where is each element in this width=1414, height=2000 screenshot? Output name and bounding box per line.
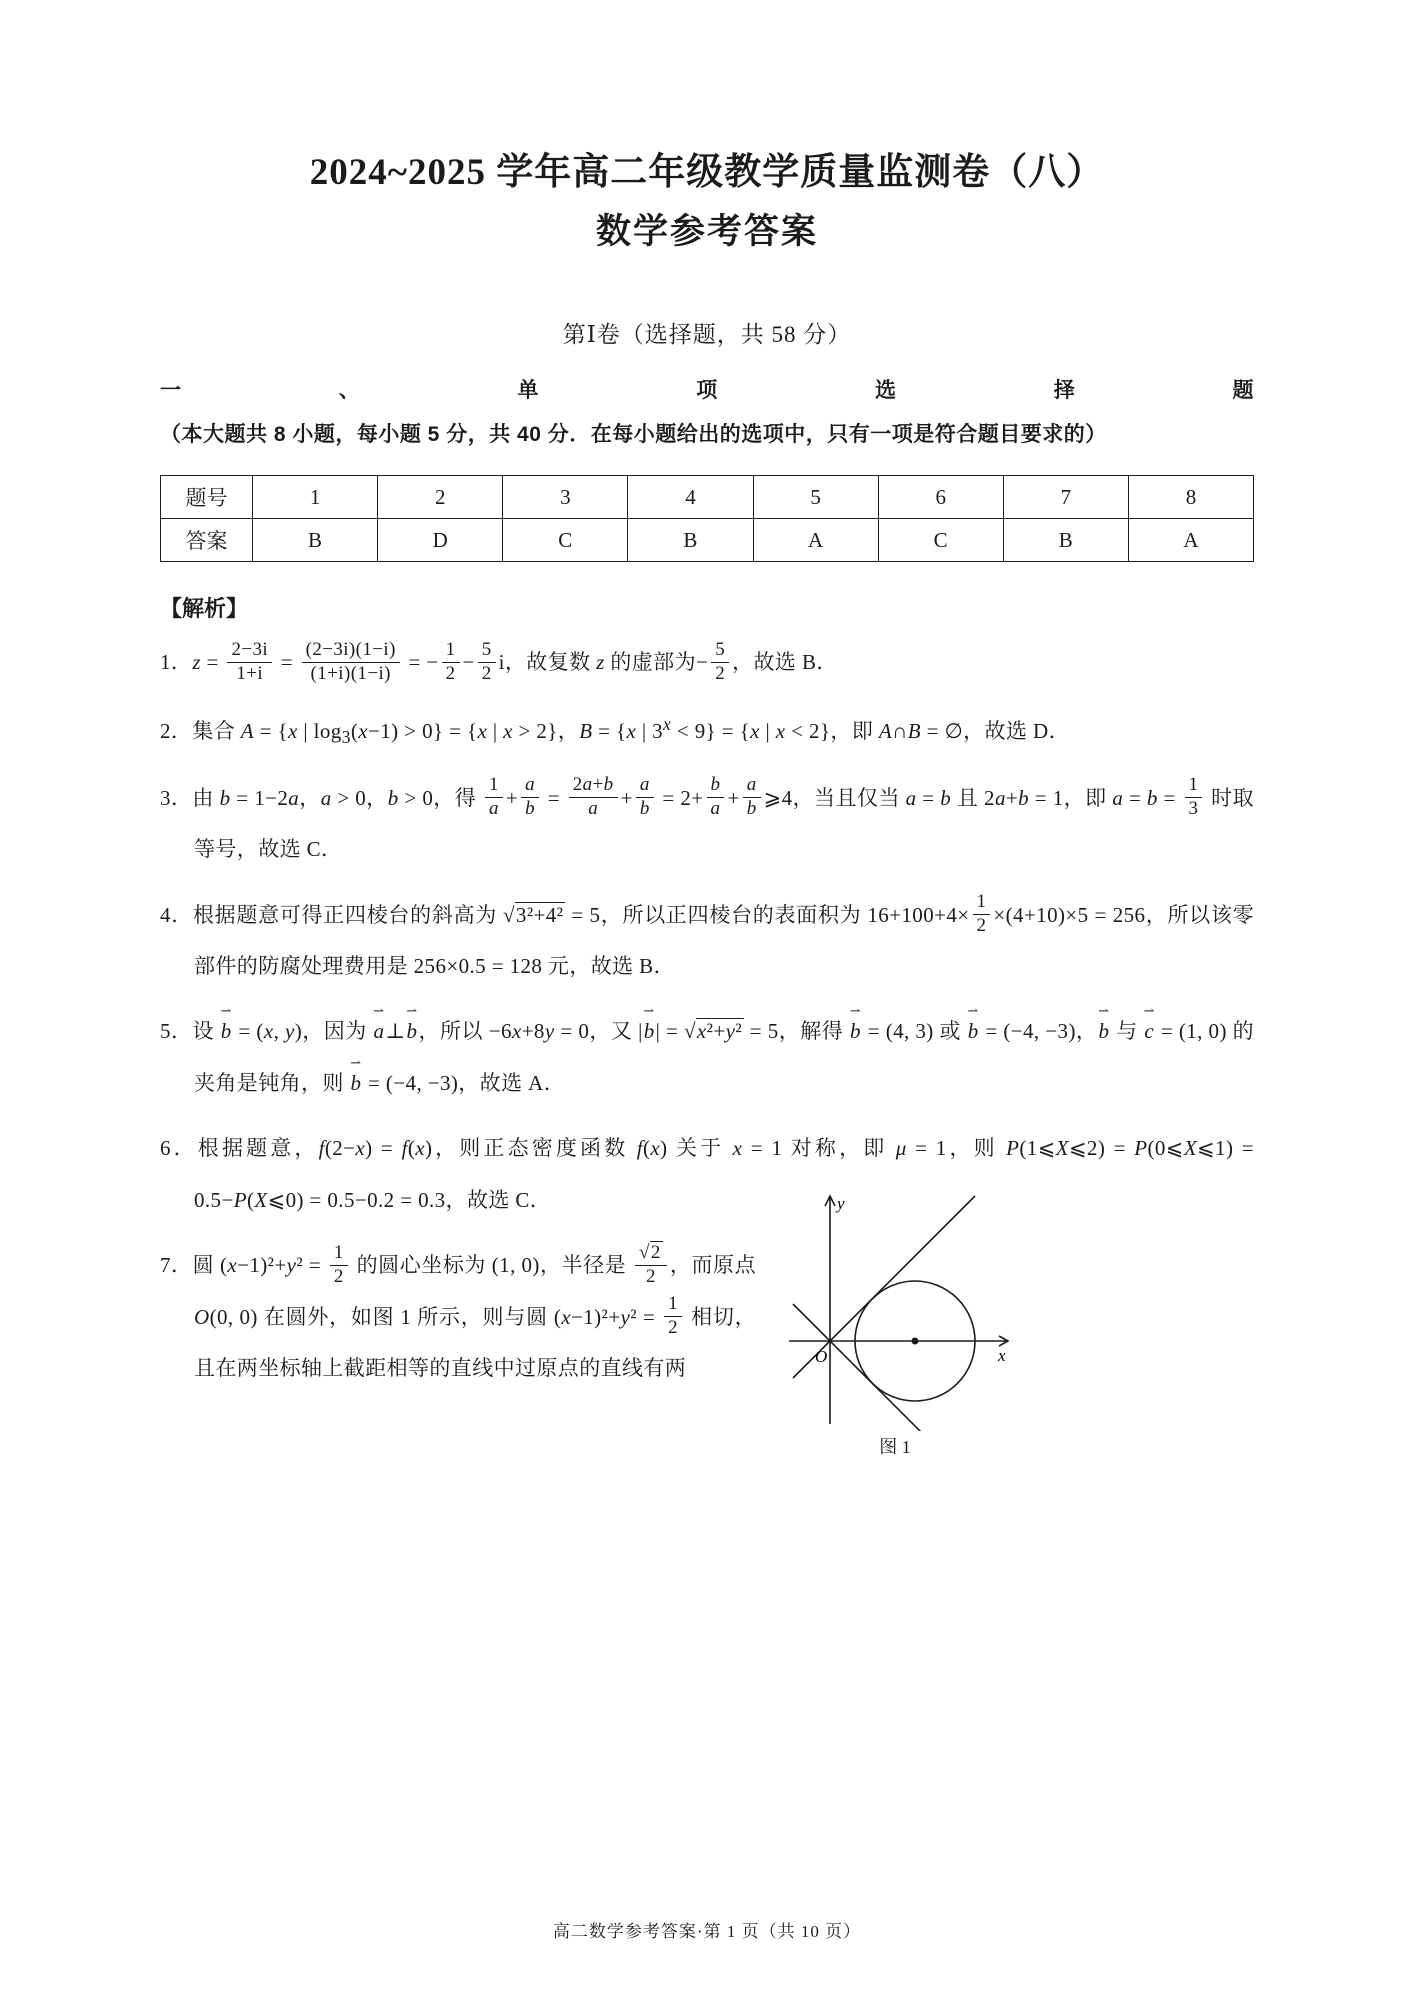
figure-1-caption: 图 1 — [879, 1437, 911, 1458]
instruction-lead: 一、单项选择题 — [160, 378, 1254, 402]
answers-table — [160, 475, 1254, 562]
answer-cell: A — [753, 519, 878, 562]
section-header: 第Ⅰ卷（选择题，共 58 分） — [562, 321, 852, 347]
answer-row-label: 答案 — [161, 519, 253, 562]
question-number-cell: 3 — [503, 476, 628, 519]
section-instruction — [160, 369, 1254, 457]
analysis-header: 【解析】 — [160, 596, 249, 622]
question-number-cell: 6 — [878, 476, 1003, 519]
page-footer: 高二数学参考答案·第 1 页（共 10 页） — [552, 1922, 862, 1941]
question-number-cell: 2 — [378, 476, 503, 519]
solution-item-6: 6．根据题意，f(2−x) = f(x)，则正态密度函数 f(x) 关于 x = 1 对称，即 μ = 1，则 P(1⩽X⩽2) = P(0⩽X⩽1) = 0.5−P(X⩽0) = 0.5−0.2 = 0.3，故选 C． — [160, 1136, 1254, 1212]
x-axis-label: x — [998, 1346, 1006, 1366]
solution-item-3: 3．由 b = 1−2a，a > 0，b > 0，得 $\frac{1}{a}$ + $\frac{a}{b}$ = $\frac{2a+b}{a}$ + $\frac{a}{b}$ = 2+ $\frac{b}{a}$ + $\frac{a}{b}$ ⩾4，当且仅当 a = b 且 2a+b = 1，即 a = b = $\frac{1}{3}$ 时取等号，故选 C． — [160, 774, 1255, 862]
question-number-cell: 5 — [753, 476, 878, 519]
question-number-row-label: 题号 — [161, 476, 253, 519]
answer-row — [161, 519, 1254, 562]
circle-center-point — [912, 1338, 919, 1345]
answer-cell: B — [253, 519, 378, 562]
answer-cell: A — [1128, 519, 1253, 562]
question-number-cell: 4 — [628, 476, 753, 519]
answer-cell: C — [503, 519, 628, 562]
solution-item-5: 5．设 ⇀ b = (x, y)，因为 ⇀ a⊥⇀ b，所以 −6x+8y = 0，又 |⇀ b| = √x²+y² = 5，解得 ⇀ b = (4, 3) 或 ⇀ b = (−4, −3)，⇀ b 与 ⇀ c = (1, 0) 的夹角是钝角，则 ⇀ b = (−4, −3)，故选 A． — [160, 1006, 1254, 1109]
figure-1-svg — [775, 1186, 1015, 1431]
answer-cell: D — [378, 519, 503, 562]
solution-item-2: 2．集合 A = {x | $\log_3(x-1) > 0\} = \{x$ | x > 2}，B = {x | $3^x < 9\} = \{x$ | x < 2}，即 A∩B = ∅，故选 D． — [160, 713, 1070, 747]
question-number-cell: 1 — [253, 476, 378, 519]
question-number-row — [161, 476, 1254, 519]
answer-cell: C — [878, 519, 1003, 562]
document-title: 2024~2025 学年高二年级教学质量监测卷（八） — [309, 152, 1105, 193]
origin-label: O — [815, 1347, 828, 1367]
question-number-cell: 8 — [1128, 476, 1253, 519]
document-subtitle: 数学参考答案 — [595, 211, 818, 251]
solution-item-7: 7．圆 (x−1)²+y² = $\frac{1}{2}$ 的圆心坐标为 (1, 0)，半径是 $\frac{√2}{2}$ ，而原点 O(0, 0) 在圆外，如图 1 所示，则与圆 (x−1)²+y² = $\frac{1}{2}$ 相切，且在两坐标轴上截距相等的直线中过原点的直线有两 — [160, 1241, 756, 1380]
solution-item-1: 1．z = $\frac{2-3i}{1+i}$ = $\frac{(2-3i)(1-i)}{(1+i)(1-i)}$ = − $\frac{1}{2}$ − $\frac{5}{2}$ i，故复数 z 的虚部为− $\frac{5}{2}$ ，故选 B． — [160, 638, 838, 684]
y-axis-label: y — [837, 1194, 845, 1214]
answer-cell: B — [1003, 519, 1128, 562]
figure-1 — [770, 1186, 1020, 1459]
question-number-cell: 7 — [1003, 476, 1128, 519]
instruction-body: （本大题共 8 小题，每小题 5 分，共 40 分．在每小题给出的选项中，只有一项是符合题目要求的） — [160, 423, 1107, 447]
answer-cell: B — [628, 519, 753, 562]
solution-item-4: 4．根据题意可得正四棱台的斜高为 √3²+4² = 5，所以正四棱台的表面积为 16+100+4× $\frac{1}{2}$ ×(4+10)×5 = 256，所以该零部件的防腐处理费用是 256×0.5 = 128 元，故选 B． — [160, 891, 1254, 978]
solution-item-7-row — [160, 1194, 1254, 1459]
